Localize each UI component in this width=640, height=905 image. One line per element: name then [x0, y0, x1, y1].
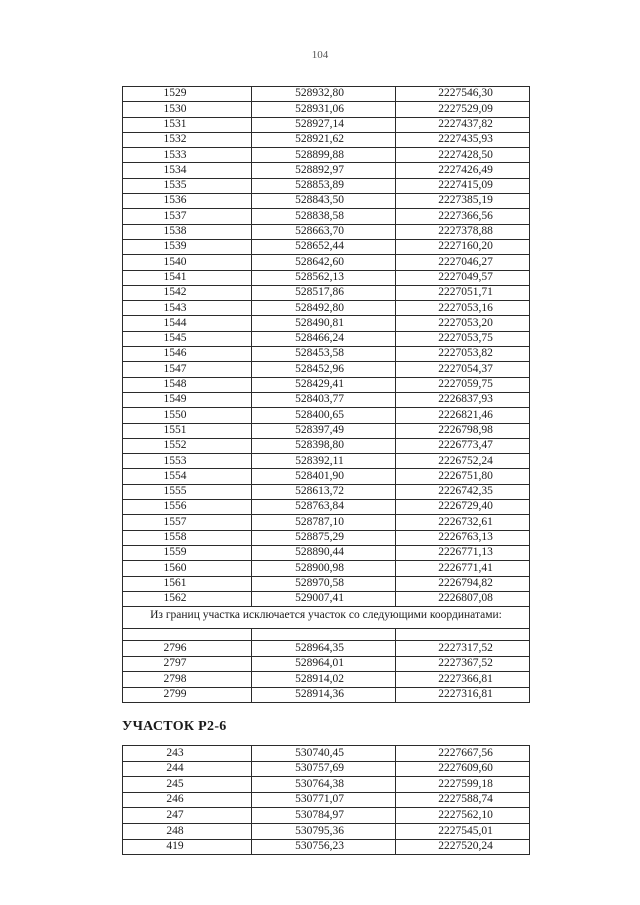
- y-coordinate-cell: 2226837,93: [396, 392, 530, 407]
- point-number-cell: 1558: [123, 530, 252, 545]
- x-coordinate-cell: 528964,35: [252, 641, 396, 657]
- y-coordinate-cell: 2226742,35: [396, 484, 530, 499]
- point-number-cell: 244: [123, 761, 252, 777]
- point-number-cell: 1538: [123, 224, 252, 239]
- table-row: [123, 641, 530, 657]
- table-row: [123, 515, 530, 530]
- exclusion-note: Из границ участка исключается участок со следующими координатами:: [123, 607, 530, 629]
- x-coordinate-cell: 528397,49: [252, 423, 396, 438]
- point-number-cell: 1533: [123, 148, 252, 163]
- point-number-cell: 1536: [123, 194, 252, 209]
- section-heading-p2-6: УЧАСТОК Р2-6: [122, 719, 227, 734]
- y-coordinate-cell: 2227599,18: [396, 777, 530, 793]
- y-coordinate-cell: 2227529,09: [396, 102, 530, 117]
- point-number-cell: 1553: [123, 454, 252, 469]
- x-coordinate-cell: 530756,23: [252, 839, 396, 855]
- y-coordinate-cell: 2227053,82: [396, 347, 530, 362]
- table-row: [123, 347, 530, 362]
- point-number-cell: 2799: [123, 687, 252, 703]
- table-row: [123, 102, 530, 117]
- y-coordinate-cell: 2227437,82: [396, 117, 530, 132]
- table-row: [123, 438, 530, 453]
- point-number-cell: 1537: [123, 209, 252, 224]
- x-coordinate-cell: 528492,80: [252, 301, 396, 316]
- table-row: [123, 469, 530, 484]
- x-coordinate-cell: 528663,70: [252, 224, 396, 239]
- x-coordinate-cell: 528652,44: [252, 239, 396, 254]
- table-row: [123, 270, 530, 285]
- y-coordinate-cell: 2227609,60: [396, 761, 530, 777]
- empty-cell: [123, 629, 252, 641]
- table-row: [123, 484, 530, 499]
- x-coordinate-cell: 528921,62: [252, 132, 396, 147]
- y-coordinate-cell: 2227316,81: [396, 687, 530, 703]
- point-number-cell: 1554: [123, 469, 252, 484]
- table-row: [123, 746, 530, 762]
- x-coordinate-cell: 528466,24: [252, 331, 396, 346]
- y-coordinate-cell: 2227545,01: [396, 823, 530, 839]
- point-number-cell: 1531: [123, 117, 252, 132]
- x-coordinate-cell: 528843,50: [252, 194, 396, 209]
- y-coordinate-cell: 2227562,10: [396, 808, 530, 824]
- table-row: [123, 194, 530, 209]
- point-number-cell: 1555: [123, 484, 252, 499]
- table-row: [123, 500, 530, 515]
- y-coordinate-cell: 2227366,81: [396, 672, 530, 688]
- point-number-cell: 1534: [123, 163, 252, 178]
- y-coordinate-cell: 2227046,27: [396, 255, 530, 270]
- table-row: [123, 561, 530, 576]
- y-coordinate-cell: 2227426,49: [396, 163, 530, 178]
- y-coordinate-cell: 2226821,46: [396, 408, 530, 423]
- y-coordinate-cell: 2227053,20: [396, 316, 530, 331]
- point-number-cell: 248: [123, 823, 252, 839]
- y-coordinate-cell: 2226771,41: [396, 561, 530, 576]
- point-number-cell: 1535: [123, 178, 252, 193]
- table-row: [123, 408, 530, 423]
- table-row: [123, 454, 530, 469]
- point-number-cell: 1544: [123, 316, 252, 331]
- y-coordinate-cell: 2227667,56: [396, 746, 530, 762]
- table-row: [123, 687, 530, 703]
- x-coordinate-cell: 528970,58: [252, 576, 396, 591]
- x-coordinate-cell: 528613,72: [252, 484, 396, 499]
- point-number-cell: 1541: [123, 270, 252, 285]
- table-row: [123, 656, 530, 672]
- y-coordinate-cell: 2227366,56: [396, 209, 530, 224]
- table-row: [123, 591, 530, 606]
- y-coordinate-cell: 2226773,47: [396, 438, 530, 453]
- x-coordinate-cell: 528763,84: [252, 500, 396, 515]
- table-row: [123, 545, 530, 560]
- x-coordinate-cell: 528899,88: [252, 148, 396, 163]
- table-row: [123, 301, 530, 316]
- table-row: [123, 423, 530, 438]
- y-coordinate-cell: 2227051,71: [396, 285, 530, 300]
- y-coordinate-cell: 2226732,61: [396, 515, 530, 530]
- point-number-cell: 419: [123, 839, 252, 855]
- x-coordinate-cell: 530784,97: [252, 808, 396, 824]
- x-coordinate-cell: 529007,41: [252, 591, 396, 606]
- page-number: 104: [311, 49, 329, 61]
- table-row: [123, 530, 530, 545]
- x-coordinate-cell: 528931,06: [252, 102, 396, 117]
- x-coordinate-cell: 528914,36: [252, 687, 396, 703]
- x-coordinate-cell: 528838,58: [252, 209, 396, 224]
- table-row: [123, 285, 530, 300]
- y-coordinate-cell: 2227415,09: [396, 178, 530, 193]
- x-coordinate-cell: 530757,69: [252, 761, 396, 777]
- point-number-cell: 1545: [123, 331, 252, 346]
- point-number-cell: 1539: [123, 239, 252, 254]
- section-p2-6-table: [122, 745, 530, 855]
- table-row: [123, 839, 530, 855]
- y-coordinate-cell: 2226763,13: [396, 530, 530, 545]
- point-number-cell: 1542: [123, 285, 252, 300]
- y-coordinate-cell: 2227428,50: [396, 148, 530, 163]
- x-coordinate-cell: 528398,80: [252, 438, 396, 453]
- y-coordinate-cell: 2226807,08: [396, 591, 530, 606]
- y-coordinate-cell: 2227378,88: [396, 224, 530, 239]
- point-number-cell: 1529: [123, 87, 252, 102]
- point-number-cell: 1561: [123, 576, 252, 591]
- point-number-cell: 1540: [123, 255, 252, 270]
- y-coordinate-cell: 2227054,37: [396, 362, 530, 377]
- point-number-cell: 1559: [123, 545, 252, 560]
- x-coordinate-cell: 530764,38: [252, 777, 396, 793]
- table-row: [123, 209, 530, 224]
- x-coordinate-cell: 528392,11: [252, 454, 396, 469]
- empty-cell: [396, 629, 530, 641]
- section-p2-6-table-body: [123, 746, 530, 855]
- point-number-cell: 2796: [123, 641, 252, 657]
- y-coordinate-cell: 2227588,74: [396, 792, 530, 808]
- y-coordinate-cell: 2227053,16: [396, 301, 530, 316]
- x-coordinate-cell: 528927,14: [252, 117, 396, 132]
- y-coordinate-cell: 2227385,19: [396, 194, 530, 209]
- x-coordinate-cell: 528932,80: [252, 87, 396, 102]
- x-coordinate-cell: 528892,97: [252, 163, 396, 178]
- y-coordinate-cell: 2226771,13: [396, 545, 530, 560]
- table-row: [123, 576, 530, 591]
- y-coordinate-cell: 2227367,52: [396, 656, 530, 672]
- y-coordinate-cell: 2227049,57: [396, 270, 530, 285]
- table-row: [123, 377, 530, 392]
- y-coordinate-cell: 2227317,52: [396, 641, 530, 657]
- point-number-cell: 1551: [123, 423, 252, 438]
- point-number-cell: 1552: [123, 438, 252, 453]
- point-number-cell: 1549: [123, 392, 252, 407]
- table-row: [123, 392, 530, 407]
- empty-cell: [252, 629, 396, 641]
- x-coordinate-cell: 528853,89: [252, 178, 396, 193]
- x-coordinate-cell: 528403,77: [252, 392, 396, 407]
- y-coordinate-cell: 2227546,30: [396, 87, 530, 102]
- point-number-cell: 2798: [123, 672, 252, 688]
- point-number-cell: 2797: [123, 656, 252, 672]
- x-coordinate-cell: 530740,45: [252, 746, 396, 762]
- table-row: [123, 761, 530, 777]
- table-row: [123, 823, 530, 839]
- table-row: [123, 224, 530, 239]
- table-row: [123, 792, 530, 808]
- y-coordinate-cell: 2227435,93: [396, 132, 530, 147]
- y-coordinate-cell: 2226798,98: [396, 423, 530, 438]
- table-row: [123, 87, 530, 102]
- table-row: [123, 163, 530, 178]
- x-coordinate-cell: 530795,36: [252, 823, 396, 839]
- x-coordinate-cell: 528401,90: [252, 469, 396, 484]
- table-row: [123, 316, 530, 331]
- point-number-cell: 1562: [123, 591, 252, 606]
- y-coordinate-cell: 2227520,24: [396, 839, 530, 855]
- point-number-cell: 1530: [123, 102, 252, 117]
- x-coordinate-cell: 528562,13: [252, 270, 396, 285]
- table-row: [123, 362, 530, 377]
- table-row: [123, 148, 530, 163]
- x-coordinate-cell: 528429,41: [252, 377, 396, 392]
- point-number-cell: 1556: [123, 500, 252, 515]
- table-row: [123, 331, 530, 346]
- point-number-cell: 1560: [123, 561, 252, 576]
- x-coordinate-cell: 528400,65: [252, 408, 396, 423]
- point-number-cell: 246: [123, 792, 252, 808]
- exclusion-note-row: [123, 607, 530, 629]
- y-coordinate-cell: 2226752,24: [396, 454, 530, 469]
- point-number-cell: 1543: [123, 301, 252, 316]
- table-row: [123, 117, 530, 132]
- x-coordinate-cell: 528642,60: [252, 255, 396, 270]
- y-coordinate-cell: 2227053,75: [396, 331, 530, 346]
- point-number-cell: 1548: [123, 377, 252, 392]
- x-coordinate-cell: 528787,10: [252, 515, 396, 530]
- table-row: [123, 132, 530, 147]
- coordinates-table: [122, 86, 530, 703]
- y-coordinate-cell: 2226729,40: [396, 500, 530, 515]
- x-coordinate-cell: 528453,58: [252, 347, 396, 362]
- y-coordinate-cell: 2227160,20: [396, 239, 530, 254]
- y-coordinate-cell: 2227059,75: [396, 377, 530, 392]
- table-row: [123, 239, 530, 254]
- point-number-cell: 1557: [123, 515, 252, 530]
- table-row: [123, 178, 530, 193]
- x-coordinate-cell: 528517,86: [252, 285, 396, 300]
- table-row: [123, 808, 530, 824]
- x-coordinate-cell: 528490,81: [252, 316, 396, 331]
- point-number-cell: 243: [123, 746, 252, 762]
- x-coordinate-cell: 528452,96: [252, 362, 396, 377]
- x-coordinate-cell: 528900,98: [252, 561, 396, 576]
- point-number-cell: 1546: [123, 347, 252, 362]
- coordinates-table-body: [123, 87, 530, 703]
- point-number-cell: 247: [123, 808, 252, 824]
- point-number-cell: 245: [123, 777, 252, 793]
- table-row: [123, 672, 530, 688]
- spacer-row: [123, 629, 530, 641]
- point-number-cell: 1547: [123, 362, 252, 377]
- x-coordinate-cell: 528875,29: [252, 530, 396, 545]
- x-coordinate-cell: 528914,02: [252, 672, 396, 688]
- point-number-cell: 1532: [123, 132, 252, 147]
- table-row: [123, 777, 530, 793]
- y-coordinate-cell: 2226751,80: [396, 469, 530, 484]
- x-coordinate-cell: 528964,01: [252, 656, 396, 672]
- point-number-cell: 1550: [123, 408, 252, 423]
- x-coordinate-cell: 530771,07: [252, 792, 396, 808]
- x-coordinate-cell: 528890,44: [252, 545, 396, 560]
- table-row: [123, 255, 530, 270]
- y-coordinate-cell: 2226794,82: [396, 576, 530, 591]
